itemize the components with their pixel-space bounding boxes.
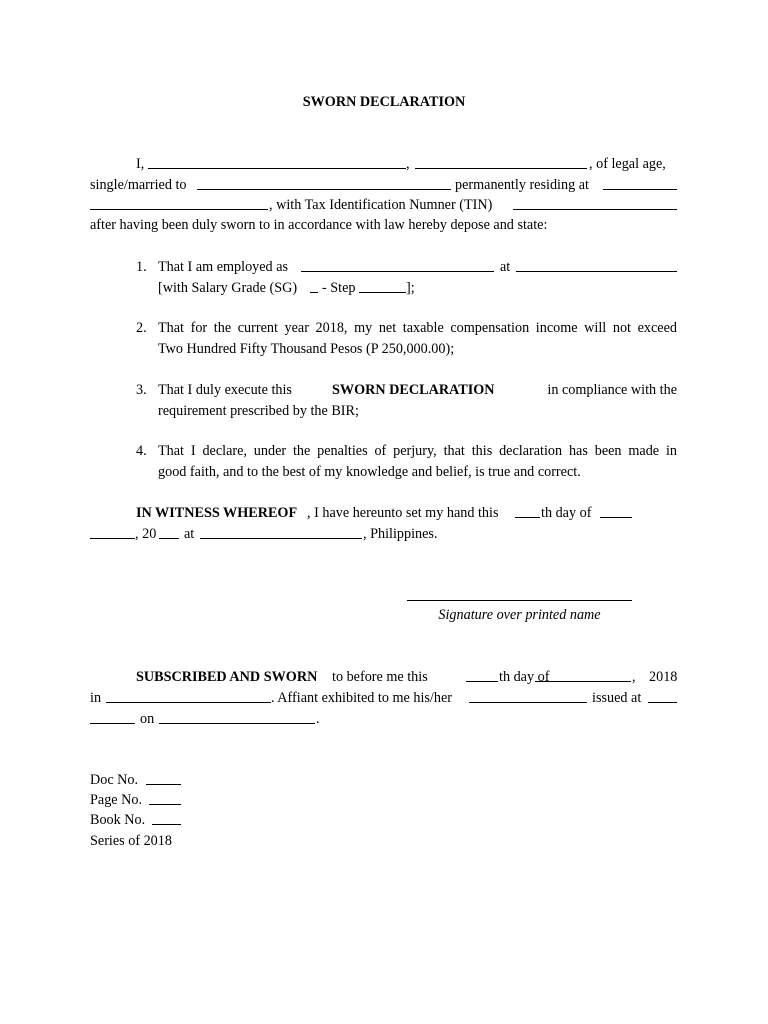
item-1-at: at [500,259,511,275]
witness-place-blank[interactable] [200,526,362,539]
subscribed-in: in [90,690,102,706]
intro-i: I, [136,156,145,172]
name-blank[interactable] [148,156,406,169]
item-2-line-2: Two Hundred Fifty Thousand Pesos (P 250,000.00); [158,341,455,357]
issued-place-blank-2[interactable] [90,711,135,724]
page-no-label: Page No. [90,792,143,808]
tin-blank[interactable] [513,197,677,210]
issued-place-blank-1[interactable] [648,690,677,703]
doc-no-blank[interactable] [146,772,181,785]
witness-bold: IN WITNESS WHEREOF [136,505,298,521]
position-blank[interactable] [301,259,494,272]
item-4-number: 4. [136,443,147,459]
subscribed-bold: SUBSCRIBED AND SWORN [136,669,318,685]
witness-philippines: , Philippines. [363,526,438,542]
spouse-blank[interactable] [197,177,451,190]
item-1-salary-mid: - Step [322,280,356,296]
item-4-line-2: good faith, and to the best of my knowledge and belief, is true and correct. [158,464,581,480]
doc-no-label: Doc No. [90,772,139,788]
subscribed-issued-at: issued at [592,690,642,706]
item-3-post: in compliance with the [547,382,677,398]
item-2-number: 2. [136,320,147,336]
document-title: SWORN DECLARATION [302,94,466,110]
subscribed-period: . [316,711,320,727]
item-1-salary-pre: [with Salary Grade (SG) [158,280,298,296]
subscribed-year: 2018 [649,669,678,685]
signature-line[interactable] [407,600,632,601]
address-blank[interactable] [415,156,587,169]
witness-at: at [184,526,195,542]
intro-single-married: single/married to [90,177,187,193]
witness-day-blank[interactable] [515,505,540,518]
witness-th-day: th day of [541,505,592,521]
id-blank[interactable] [469,690,587,703]
employer-blank[interactable] [516,259,677,272]
intro-depose: after having been duly sworn to in accordance with law hereby depose and state: [90,217,548,233]
item-3-bold: SWORN DECLARATION [332,382,495,398]
intro-legal-age: , of legal age, [589,156,666,172]
item-1-salary-end: ]; [406,280,415,296]
item-1-employed: That I am employed as [158,259,289,275]
signature-caption: Signature over printed name [438,607,601,623]
series-label: Series of 2018 [90,833,172,849]
subscribed-on: on [140,711,155,727]
subscribed-th-day: th day of [499,669,550,685]
intro-comma: , [406,156,410,172]
subscribed-affiant: . Affiant exhibited to me his/her [271,690,452,706]
intro-residing: permanently residing at [455,177,589,193]
item-3-number: 3. [136,382,147,398]
witness-comma-20: , 20 [135,526,157,542]
subscribed-text: to before me this [332,669,428,685]
item-3-pre: That I duly execute this [158,382,292,398]
sg-blank[interactable] [310,280,318,293]
subscribed-day-blank[interactable] [466,669,498,682]
item-2-line-1: That for the current year 2018, my net taxable compensation income will not exceed [158,320,677,336]
page-no-blank[interactable] [149,792,181,805]
residence-blank-2[interactable] [90,197,268,210]
item-3-line-2: requirement prescribed by the BIR; [158,403,359,419]
witness-month-blank-2[interactable] [90,526,135,539]
subscribed-place-blank[interactable] [106,690,271,703]
step-blank[interactable] [359,280,406,293]
subscribed-comma: , [632,669,636,685]
witness-year-blank[interactable] [159,526,179,539]
issued-date-blank[interactable] [159,711,315,724]
subscribed-month-blank[interactable] [535,669,631,682]
witness-month-blank-1[interactable] [600,505,632,518]
residence-blank-1[interactable] [603,177,677,190]
intro-tin: , with Tax Identification Numner (TIN) [269,197,493,213]
item-1-number: 1. [136,259,147,275]
book-no-label: Book No. [90,812,146,828]
witness-text: , I have hereunto set my hand this [307,505,499,521]
book-no-blank[interactable] [152,812,181,825]
item-4-line-1: That I declare, under the penalties of perjury, that this declaration has been made in [158,443,677,459]
